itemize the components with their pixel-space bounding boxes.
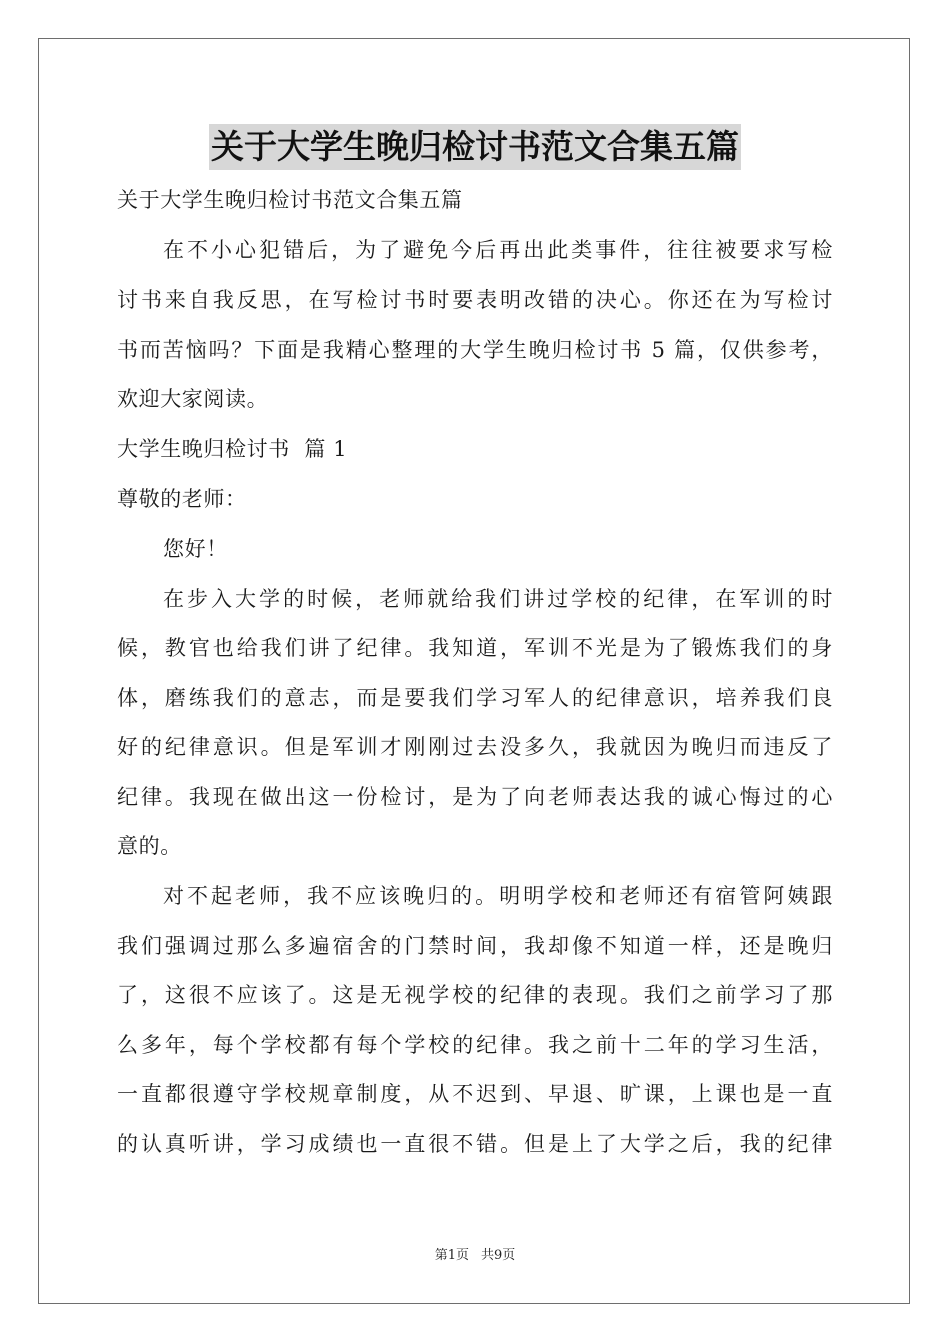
intro-line: 讨书来自我反思，在写检讨书时要表明改错的决心。你还在为写检讨 <box>117 288 833 312</box>
page-footer <box>0 1247 950 1265</box>
body-line: 好的纪律意识。但是军训才刚刚过去没多久，我就因为晚归而违反了 <box>117 735 833 759</box>
body-line: 的认真听讲，学习成绩也一直很不错。但是上了大学之后，我的纪律 <box>117 1132 833 1156</box>
body-line: 体，磨练我们的意志，而是要我们学习军人的纪律意识，培养我们良 <box>117 686 833 710</box>
salutation: 尊敬的老师： <box>117 487 247 511</box>
body-line: 一直都很遵守学校规章制度，从不迟到、早退、旷课，上课也是一直 <box>117 1082 833 1106</box>
intro-line: 在不小心犯错后，为了避免今后再出此类事件，往往被要求写检 <box>163 238 833 262</box>
document-title: 关于大学生晚归检讨书范文合集五篇 <box>209 124 741 170</box>
body-line: 对不起老师，我不应该晚归的。明明学校和老师还有宿管阿姨跟 <box>163 884 833 908</box>
page-number: 第1页 <box>434 1248 469 1263</box>
intro-line: 欢迎大家阅读。 <box>117 387 269 411</box>
body-line: 么多年，每个学校都有每个学校的纪律。我之前十二年的学习生活， <box>117 1033 833 1057</box>
page-total: 共9页 <box>481 1248 516 1263</box>
body-line: 在步入大学的时候，老师就给我们讲过学校的纪律，在军训的时 <box>163 587 833 611</box>
title-container <box>0 124 950 170</box>
page-border <box>38 38 910 1304</box>
section-heading: 大学生晚归检讨书 篇 1 <box>117 437 348 461</box>
body-line: 了，这很不应该了。这是无视学校的纪律的表现。我们之前学习了那 <box>117 983 833 1007</box>
body-line: 意的。 <box>117 834 182 858</box>
greeting: 您好！ <box>163 537 228 561</box>
body-line: 候，教官也给我们讲了纪律。我知道，军训不光是为了锻炼我们的身 <box>117 636 833 660</box>
intro-line: 书而苦恼吗？下面是我精心整理的大学生晚归检讨书 5 篇，仅供参考， <box>117 338 833 362</box>
body-line: 我们强调过那么多遍宿舍的门禁时间，我却像不知道一样，还是晚归 <box>117 934 833 958</box>
body-line: 纪律。我现在做出这一份检讨，是为了向老师表达我的诚心悔过的心 <box>117 785 833 809</box>
document-subtitle: 关于大学生晚归检讨书范文合集五篇 <box>117 188 463 212</box>
